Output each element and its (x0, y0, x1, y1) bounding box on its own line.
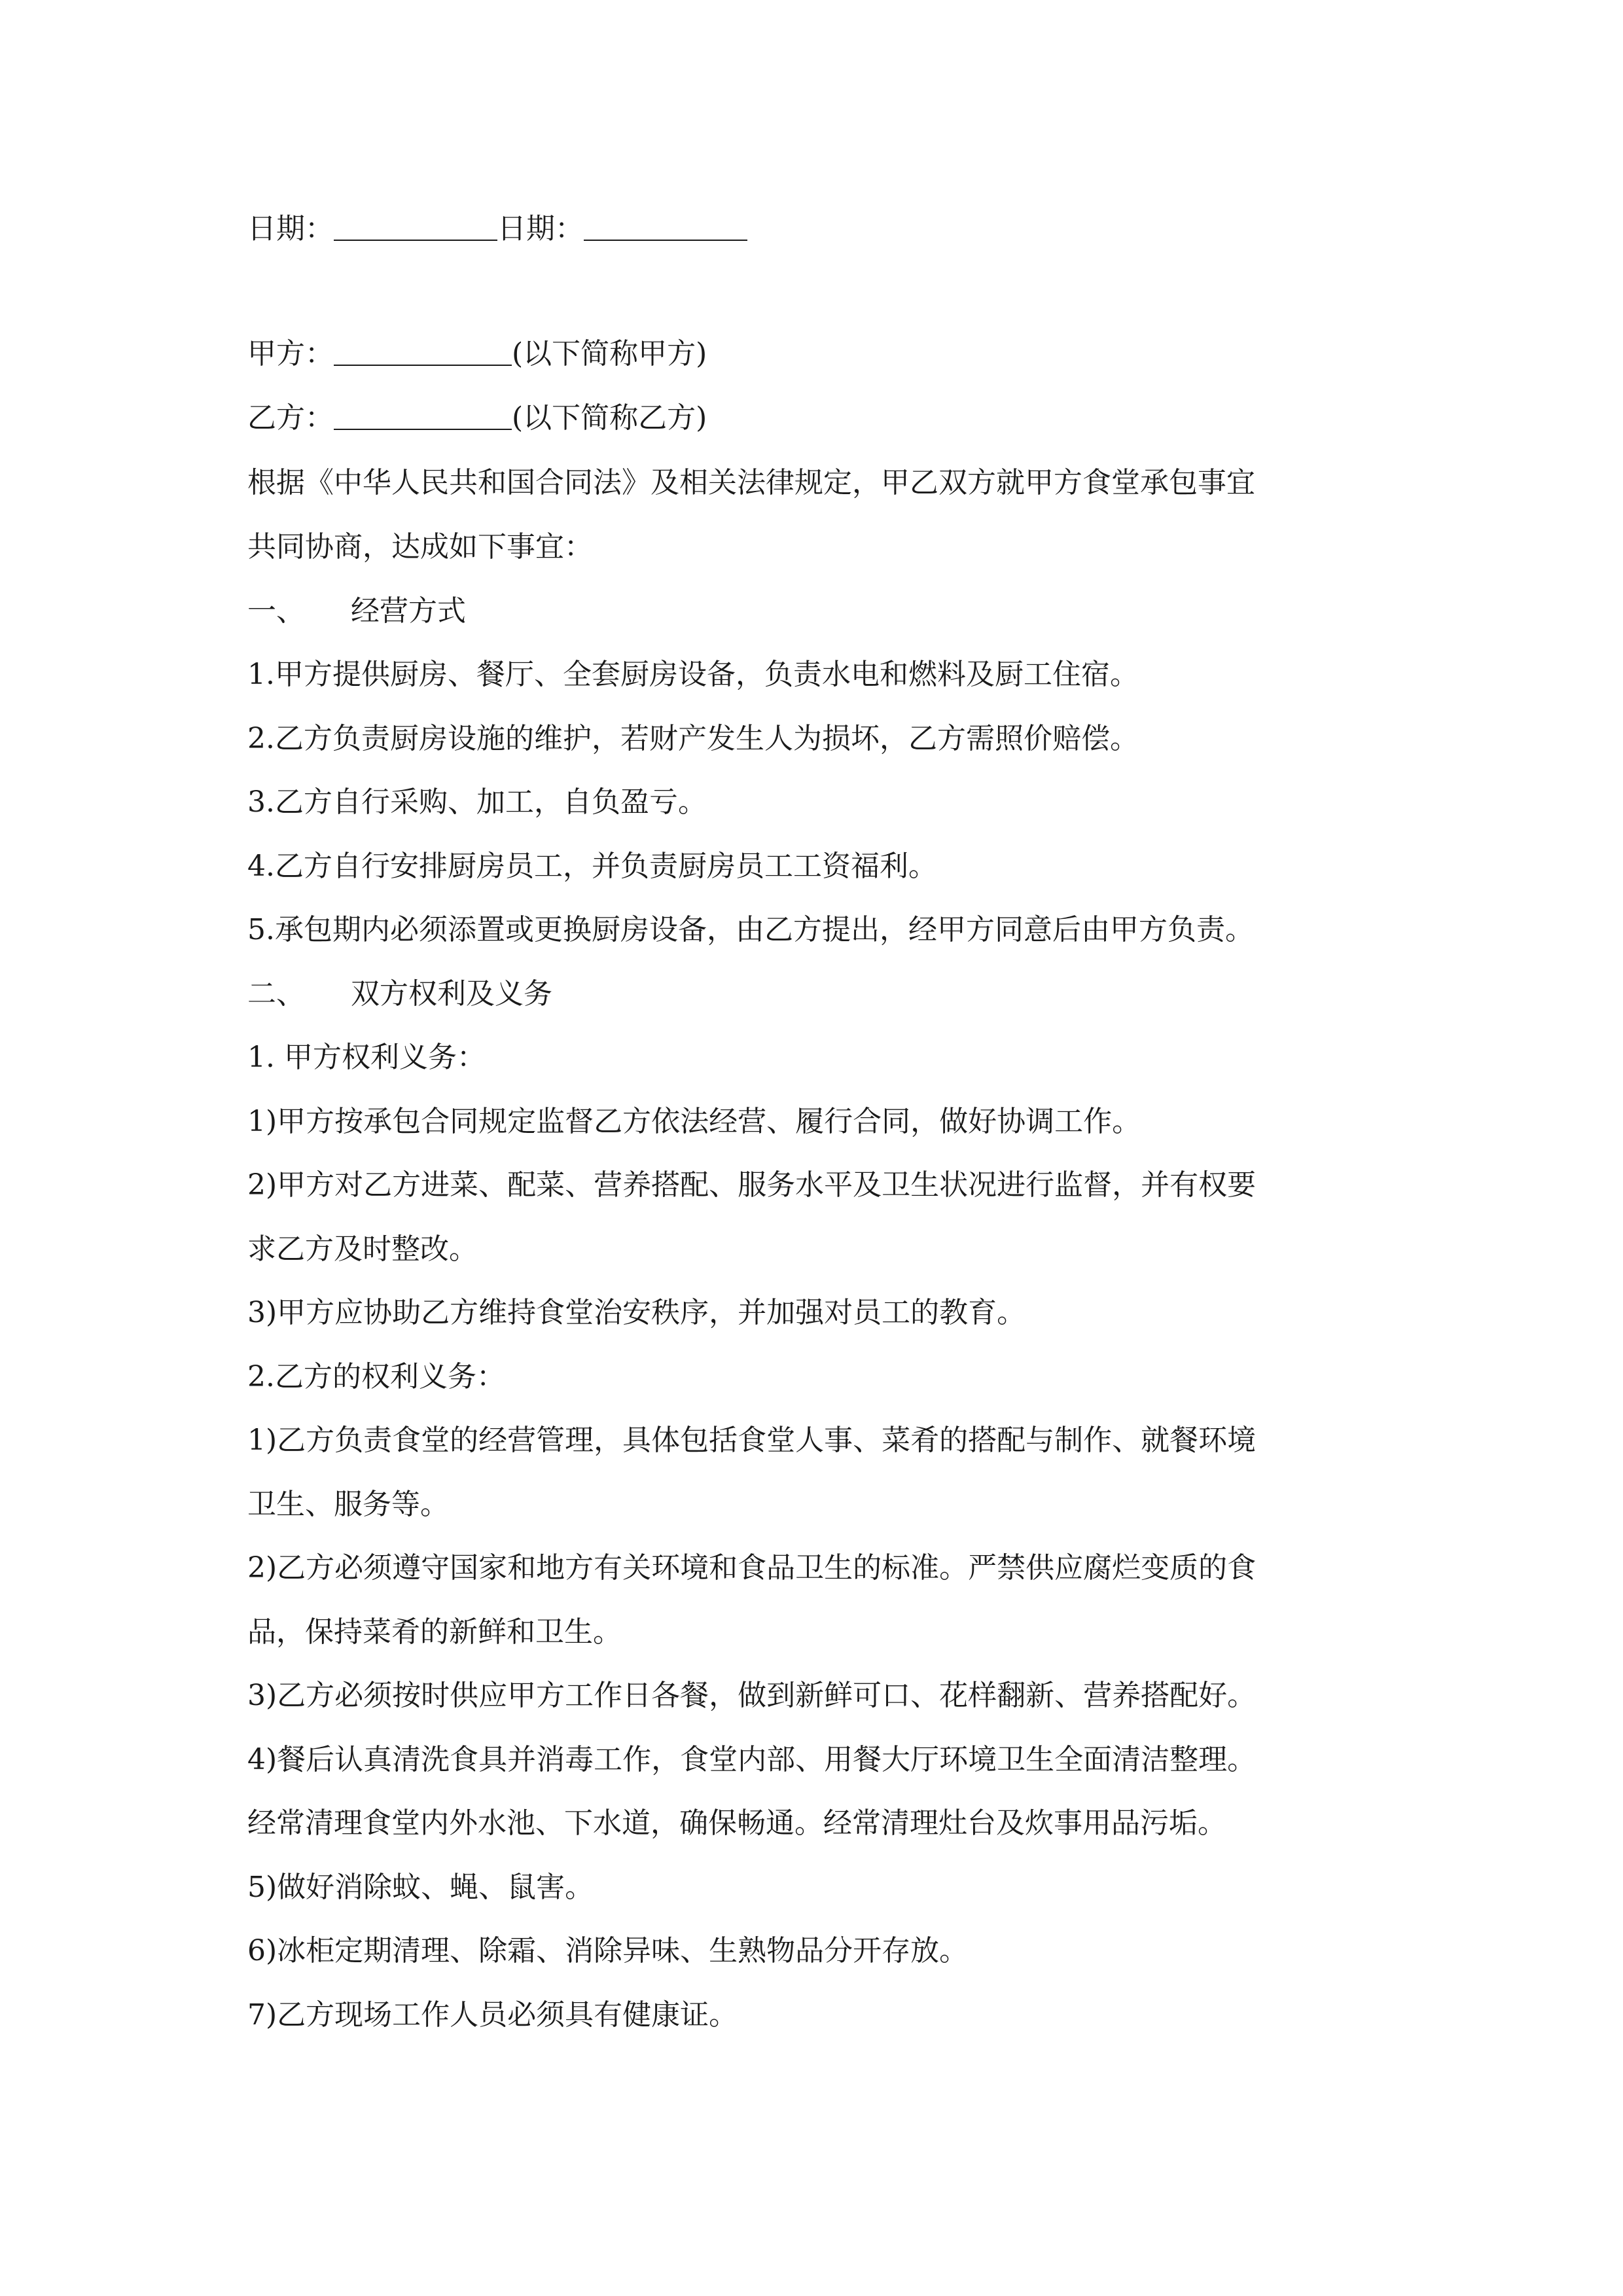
section-1-item-2: 2.乙方负责厨房设施的维护，若财产发生人为损坏，乙方需照价赔偿。 (247, 722, 1139, 755)
intro-line-2: 共同协商，达成如下事宜： (247, 530, 593, 564)
party-b-label: 乙方： (247, 401, 334, 435)
party-a-line (247, 336, 1466, 372)
date-blank-2 (584, 213, 747, 241)
section-2-sub-b-line-4: 品，保持菜肴的新鲜和卫生。 (247, 1615, 622, 1649)
section-2-sub-b-line-1: 1)乙方负责食堂的经营管理，具体包括食堂人事、菜肴的搭配与制作、就餐环境 (247, 1424, 1257, 1457)
date-line (247, 211, 1466, 247)
section-2-sub-b-line-2: 卫生、服务等。 (247, 1488, 449, 1521)
section-2-sub-a-line-4: 3)甲方应协助乙方维持食堂治安秩序，并加强对员工的教育。 (247, 1296, 1026, 1329)
section-2-sub-a-line-3: 求乙方及时整改。 (247, 1232, 478, 1266)
party-a-label: 甲方： (247, 337, 334, 370)
intro-line-1: 根据《中华人民共和国合同法》及相关法律规定，甲乙双方就甲方食堂承包事宜 (247, 466, 1255, 499)
section-1-number: 一、 (247, 594, 305, 628)
section-1-heading (247, 593, 1466, 630)
section-2-heading (247, 976, 1466, 1013)
section-2-sub-a-line-1: 1)甲方按承包合同规定监督乙方依法经营、履行合同，做好协调工作。 (247, 1105, 1141, 1138)
section-1-item-1: 1.甲方提供厨房、餐厅、全套厨房设备，负责水电和燃料及厨工住宿。 (247, 658, 1139, 691)
section-2-sub-b-line-3: 2)乙方必须遵守国家和地方有关环境和食品卫生的标准。严禁供应腐烂变质的食 (247, 1551, 1257, 1585)
section-2-title: 双方权利及义务 (351, 977, 552, 1011)
date-label-2: 日期： (497, 212, 584, 245)
section-1-title: 经营方式 (351, 594, 466, 628)
party-b-blank (334, 403, 512, 430)
date-label-1: 日期： (247, 212, 334, 245)
party-b-line (247, 400, 1466, 437)
party-a-blank (334, 338, 512, 366)
section-1-item-5: 5.承包期内必须添置或更换厨房设备，由乙方提出，经甲方同意后由甲方负责。 (247, 913, 1254, 946)
section-2-sub-b-title: 2.乙方的权利义务： (247, 1360, 505, 1393)
section-2-sub-a-title: 1. 甲方权利义务： (247, 1041, 486, 1074)
section-2-sub-a-line-2: 2)甲方对乙方进菜、配菜、营养搭配、服务水平及卫生状况进行监督，并有权要 (247, 1168, 1257, 1202)
party-b-note: (以下简称乙方) (512, 401, 707, 435)
section-2-sub-b-line-6: 4)餐后认真清洗食具并消毒工作，食堂内部、用餐大厅环境卫生全面清洁整理。 (247, 1743, 1257, 1776)
party-a-note: (以下简称甲方) (512, 337, 707, 370)
section-2-sub-b-line-9: 6)冰柜定期清理、除霜、消除异味、生熟物品分开存放。 (247, 1934, 969, 1967)
section-2-sub-b-line-10: 7)乙方现场工作人员必须具有健康证。 (247, 1998, 738, 2032)
date-blank-1 (334, 213, 497, 241)
section-2-sub-b-line-5: 3)乙方必须按时供应甲方工作日各餐，做到新鲜可口、花样翻新、营养搭配好。 (247, 1679, 1257, 1712)
section-2-number: 二、 (247, 977, 305, 1011)
section-1-item-4: 4.乙方自行安排厨房员工，并负责厨房员工工资福利。 (247, 850, 937, 883)
section-2-sub-b-line-7: 经常清理食堂内外水池、下水道，确保畅通。经常清理灶台及炊事用品污垢。 (247, 1806, 1226, 1840)
section-2-sub-b-line-8: 5)做好消除蚊、蝇、鼠害。 (247, 1871, 594, 1904)
section-1-item-3: 3.乙方自行采购、加工，自负盈亏。 (247, 785, 707, 819)
